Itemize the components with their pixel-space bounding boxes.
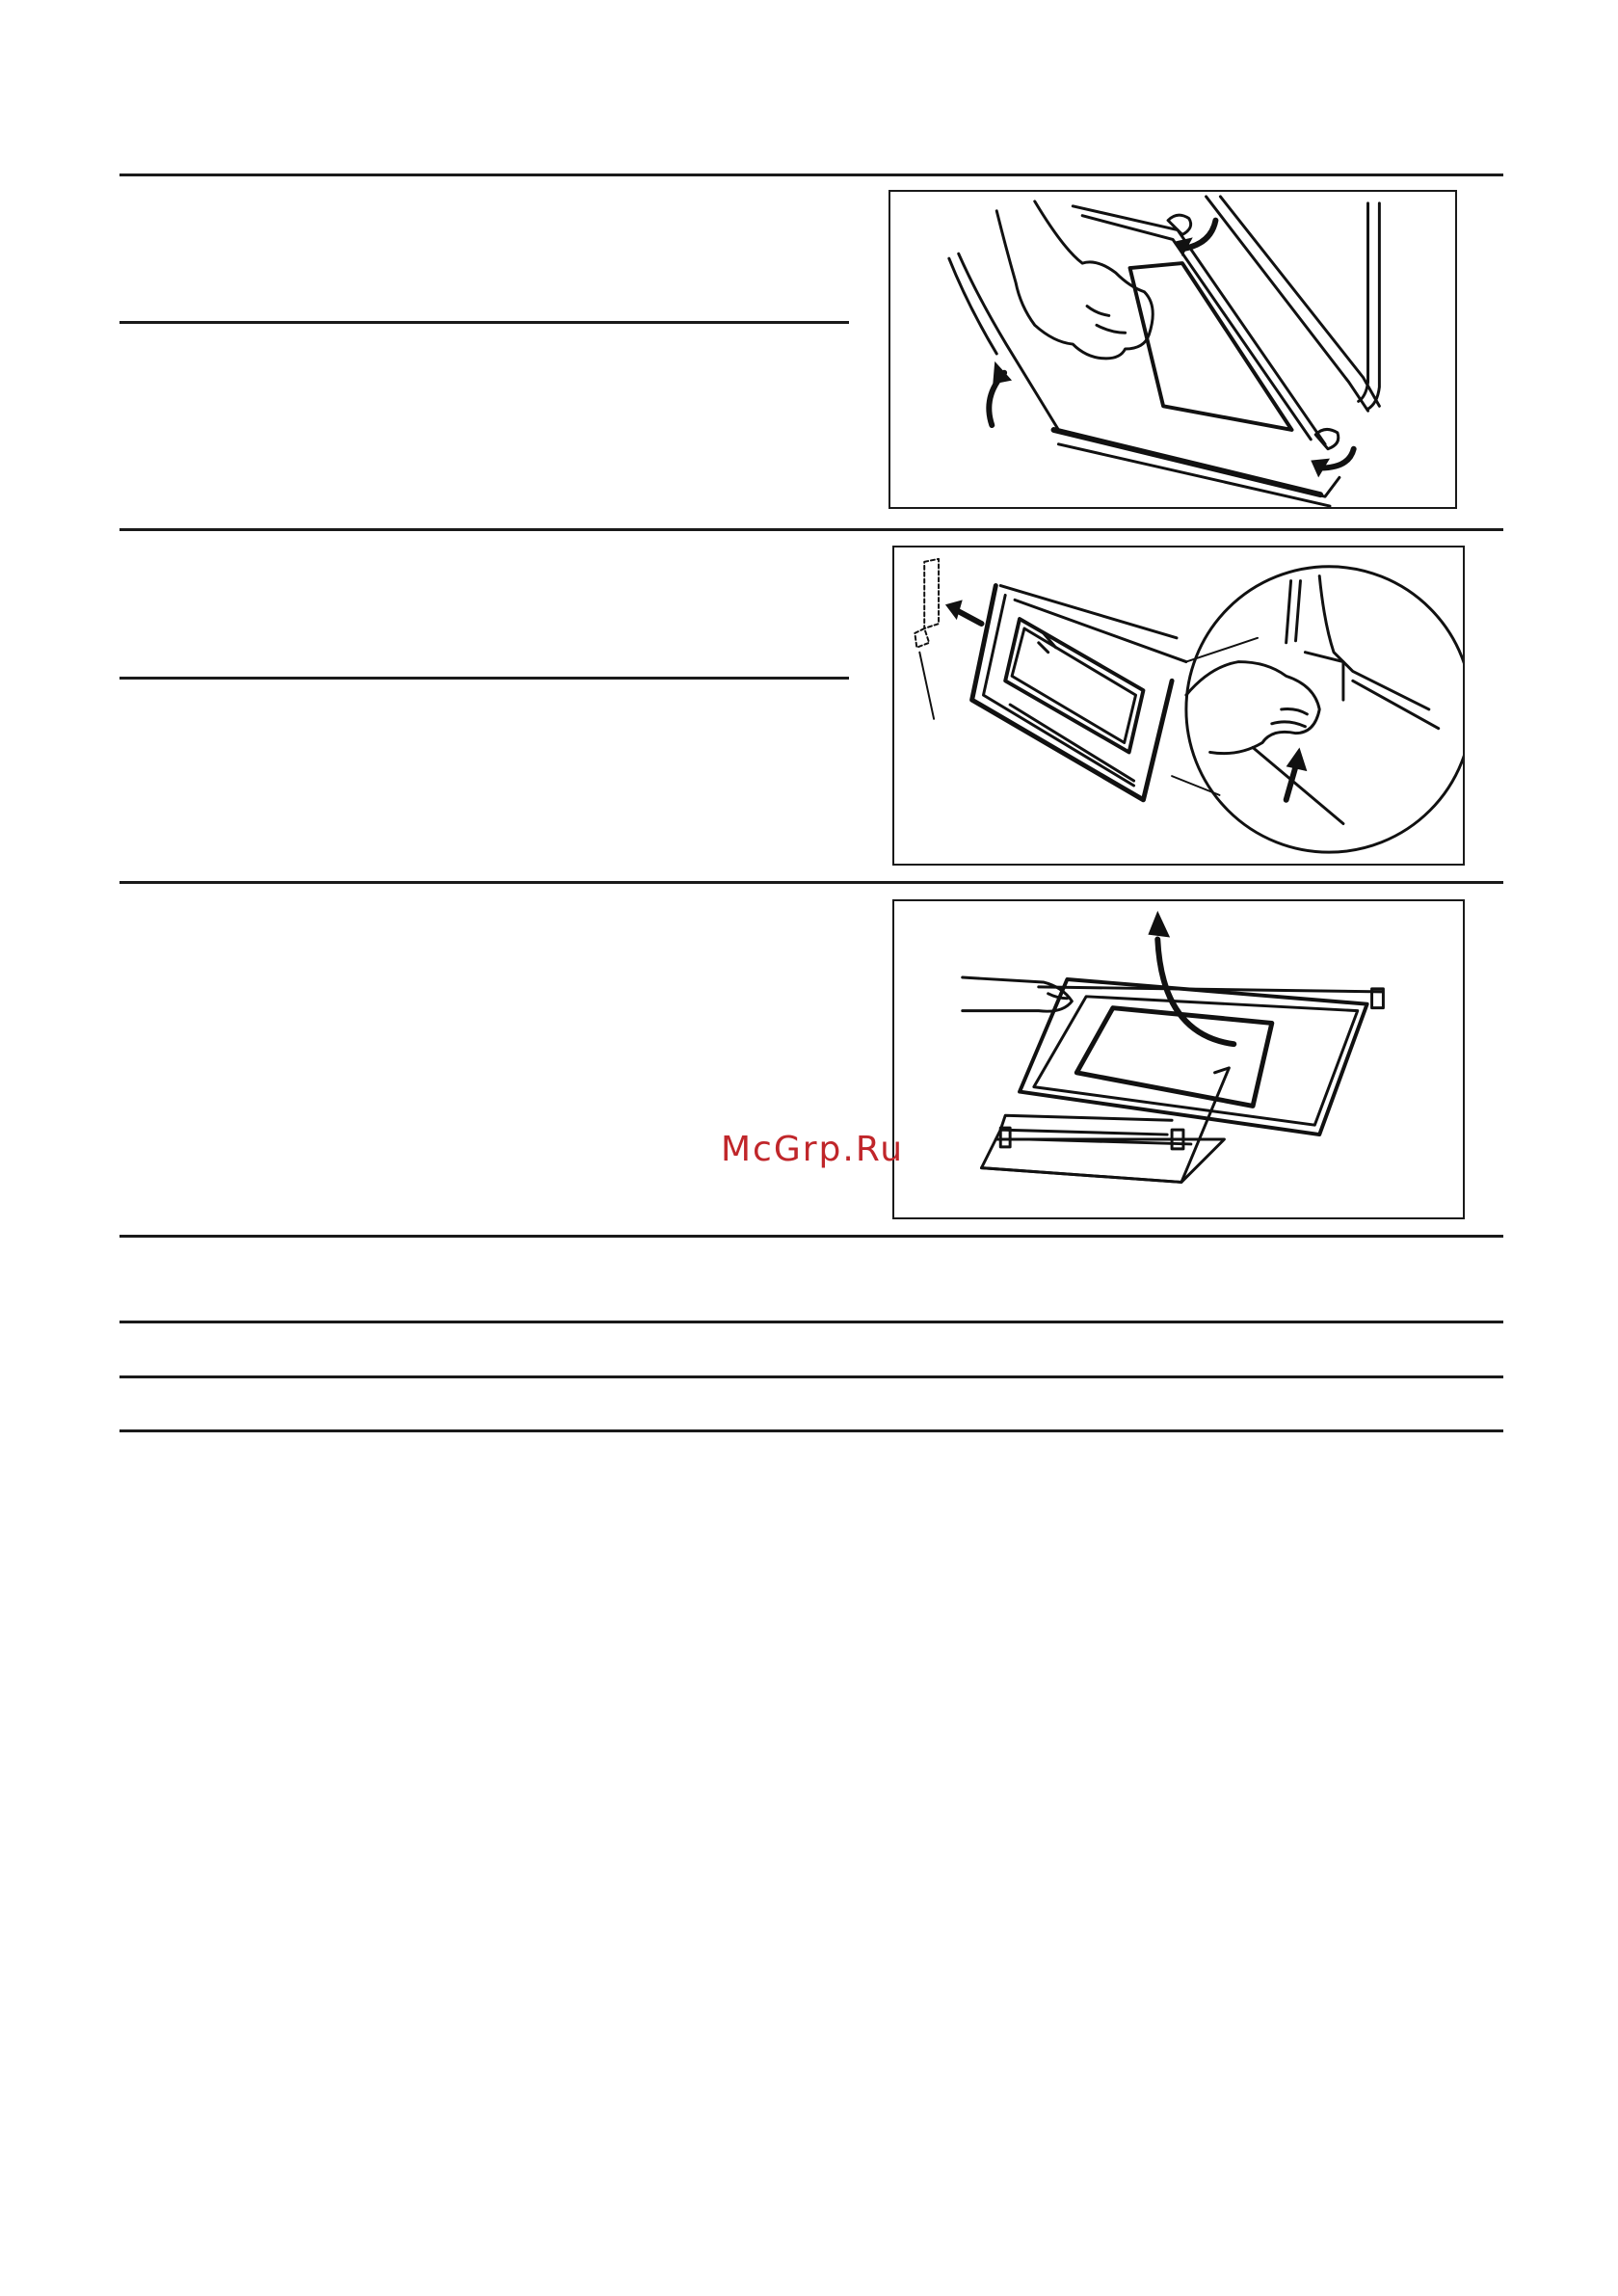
glass-panel-lift-drawing <box>894 901 1463 1217</box>
door-glass-removal-drawing <box>894 547 1463 864</box>
door-glass-removal-illustration <box>892 546 1465 866</box>
subsection-rule-1 <box>119 321 849 324</box>
section-rule-7 <box>119 1429 1503 1432</box>
curved-arrow-icon <box>989 221 1353 468</box>
section-rule-3 <box>119 881 1503 884</box>
section-rule-2 <box>119 528 1503 531</box>
section-rule-4 <box>119 1235 1503 1238</box>
section-rule-6 <box>119 1375 1503 1378</box>
section-rule-5 <box>119 1321 1503 1323</box>
door-hinge-lift-drawing <box>890 192 1455 507</box>
door-hinge-lift-illustration <box>889 190 1457 509</box>
glass-panel-lift-illustration <box>892 899 1465 1219</box>
subsection-rule-2 <box>119 677 849 680</box>
watermark: McGrp.Ru <box>721 1130 905 1169</box>
straight-arrow-icon <box>955 609 1296 800</box>
section-rule-1 <box>119 174 1503 176</box>
